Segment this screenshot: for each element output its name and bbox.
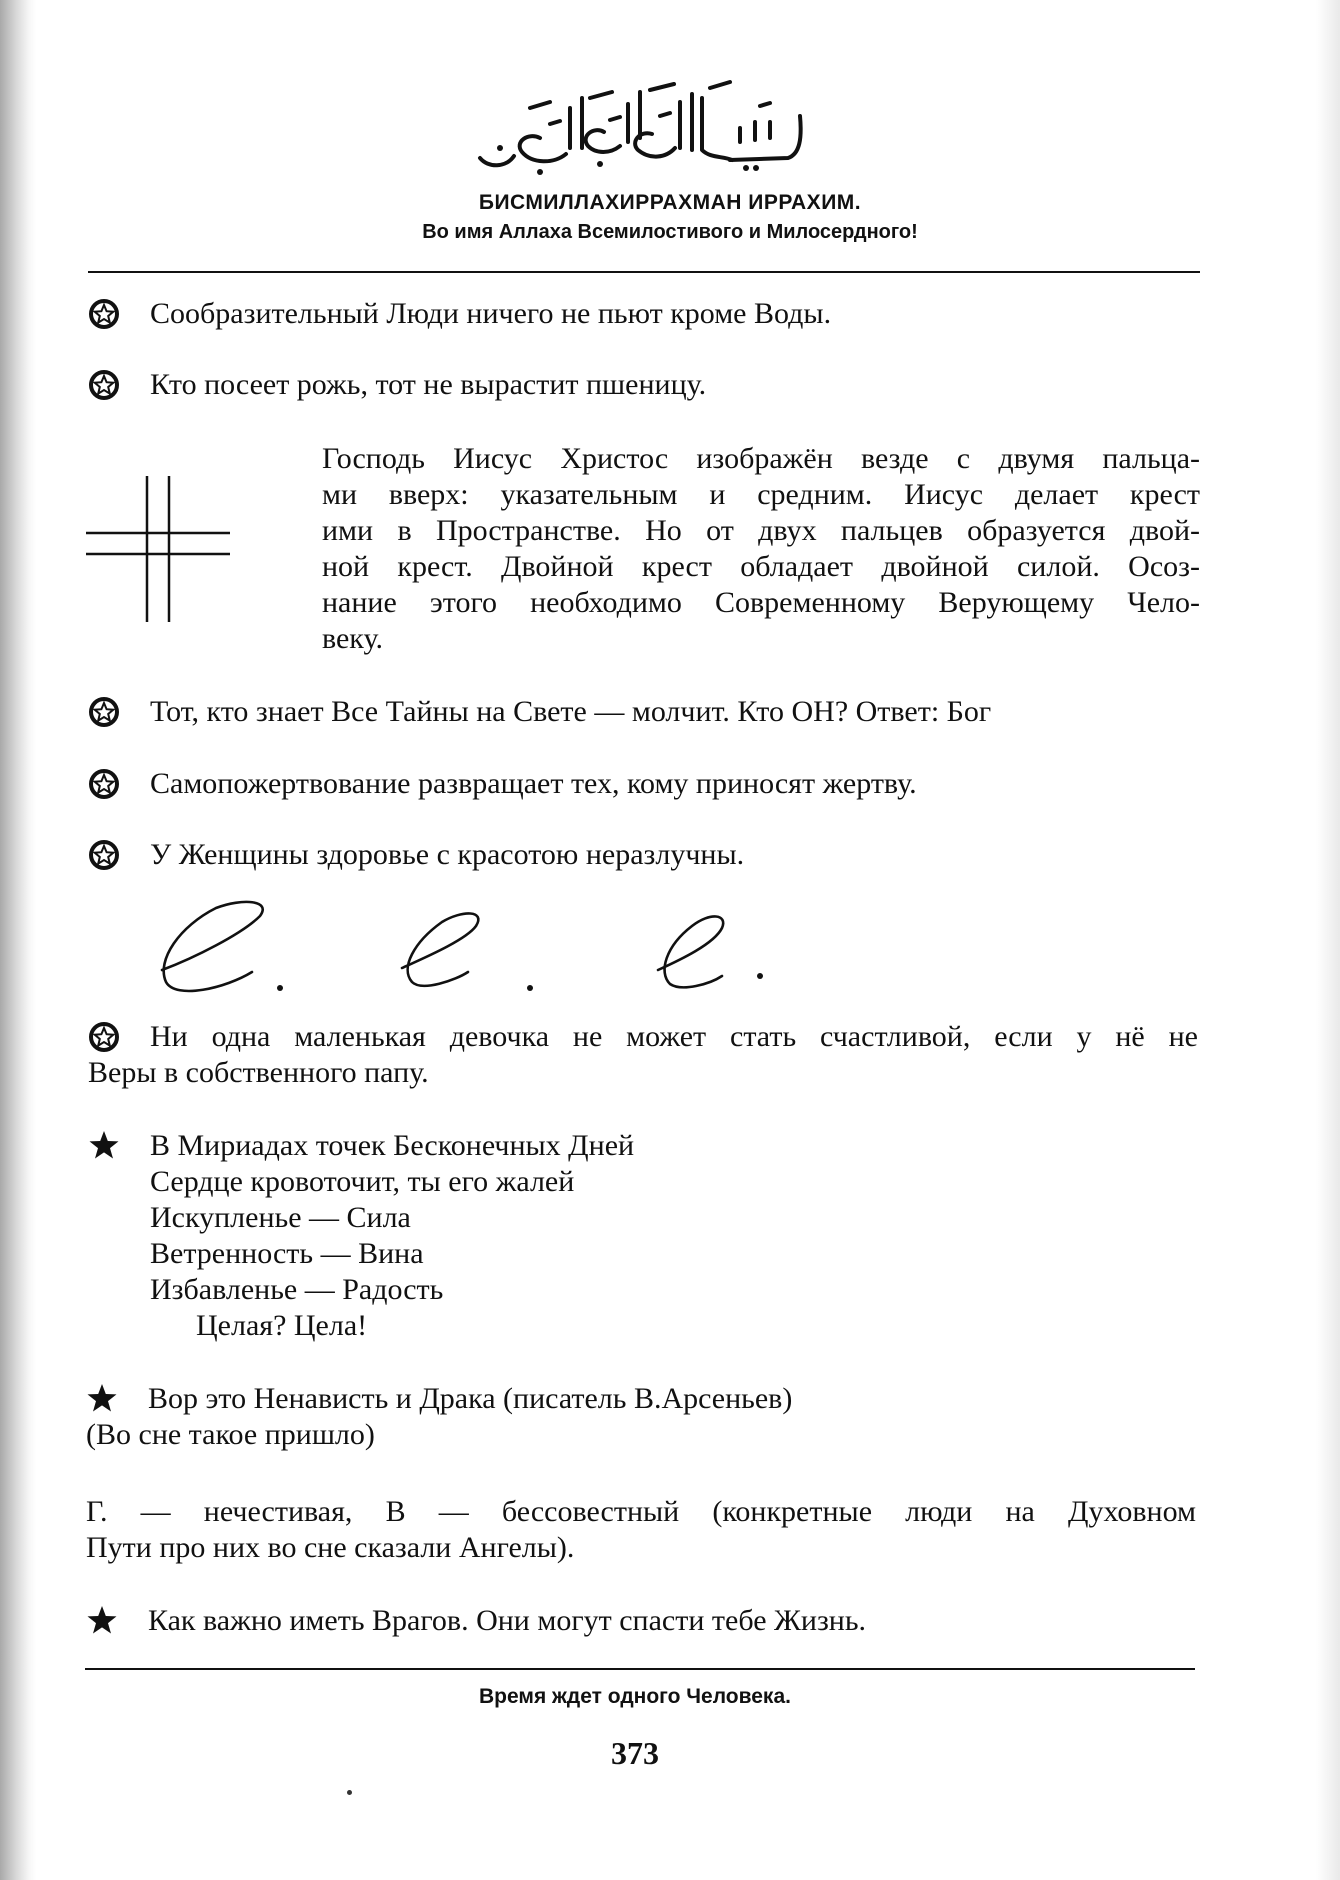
poem-line: Сердце кровоточит, ты его жалей	[150, 1165, 575, 1198]
print-speck	[347, 1790, 352, 1795]
page-binding-shadow	[0, 0, 36, 1880]
circled-star-icon	[88, 839, 120, 871]
page-heading: БИСМИЛЛАХИРРАХМАН ИРРАХИМ.	[478, 191, 862, 214]
paragraph-line: ими в Пространстве. Но от двух пальцев образуется двой-	[322, 514, 1200, 547]
poem-line: Искупленье — Сила	[150, 1201, 411, 1234]
paragraph-line: нание этого необходимо Современному Верующему Чело-	[322, 586, 1200, 619]
aphorism-2: Кто посеет рожь, тот не вырастит пшеницу.	[150, 368, 707, 401]
paragraph-line: Господь Иисус Христос изображён везде с двумя пальца-	[322, 442, 1200, 475]
circled-star-icon	[88, 1021, 120, 1053]
top-divider	[88, 271, 1200, 273]
paragraph-line: ной крест. Двойной крест обладает двойной силой. Осоз-	[322, 550, 1200, 583]
page-number: 373	[611, 1735, 659, 1771]
poem-line: В Мириадах точек Бесконечных Дней	[150, 1129, 635, 1162]
poem-line: Целая? Цела!	[196, 1309, 368, 1342]
handwritten-letters-drawing	[150, 896, 790, 1006]
aphorism-1: Сообразительный Люди ничего не пьют кроме Воды.	[150, 297, 832, 330]
basmala-calligraphy	[470, 68, 810, 178]
footer-motto: Время ждет одного Человека.	[479, 1685, 791, 1708]
aphorism-5: У Женщины здоровье с красотою неразлучны.	[150, 838, 745, 871]
note-line-1: Г. — нечестивая, В — бессовестный (конкретные люди на Духовном	[86, 1495, 1196, 1528]
aphorism-7-line-2: (Во сне такое пришло)	[86, 1418, 375, 1451]
poem-line: Ветренность — Вина	[150, 1237, 424, 1270]
double-cross-icon	[86, 476, 230, 622]
double-cross-paragraph	[322, 441, 1200, 657]
paragraph-line: ми вверх: указательным и средним. Иисус делает крест	[322, 478, 1200, 511]
black-star-icon	[86, 1382, 118, 1414]
circled-star-icon	[88, 696, 120, 728]
bottom-divider	[85, 1668, 1195, 1670]
black-star-icon	[88, 1129, 120, 1161]
note-line-2: Пути про них во сне сказали Ангелы).	[86, 1531, 575, 1564]
aphorism-4: Самопожертвование развращает тех, кому приносят жертву.	[150, 767, 917, 800]
circled-star-icon	[88, 768, 120, 800]
aphorism-6-line-2: Веры в собственного папу.	[88, 1056, 429, 1089]
paragraph-line: веку.	[322, 622, 383, 655]
circled-star-icon	[88, 298, 120, 330]
page-edge-shadow	[1316, 0, 1340, 1880]
black-star-icon	[86, 1604, 118, 1636]
page-subheading: Во имя Аллаха Всемилостивого и Милосердного!	[422, 221, 918, 243]
aphorism-3: Тот, кто знает Все Тайны на Свете — молчит. Кто ОН? Ответ: Бог	[150, 695, 992, 728]
aphorism-6-line-1: Ни одна маленькая девочка не может стать счастливой, если у нё не	[150, 1020, 1198, 1053]
aphorism-8: Как важно иметь Врагов. Они могут спасти тебе Жизнь.	[148, 1604, 867, 1637]
circled-star-icon	[88, 369, 120, 401]
poem-line: Избавленье — Радость	[150, 1273, 444, 1306]
aphorism-7-line-1: Вор это Ненависть и Драка (писатель В.Арсеньев)	[148, 1382, 793, 1415]
